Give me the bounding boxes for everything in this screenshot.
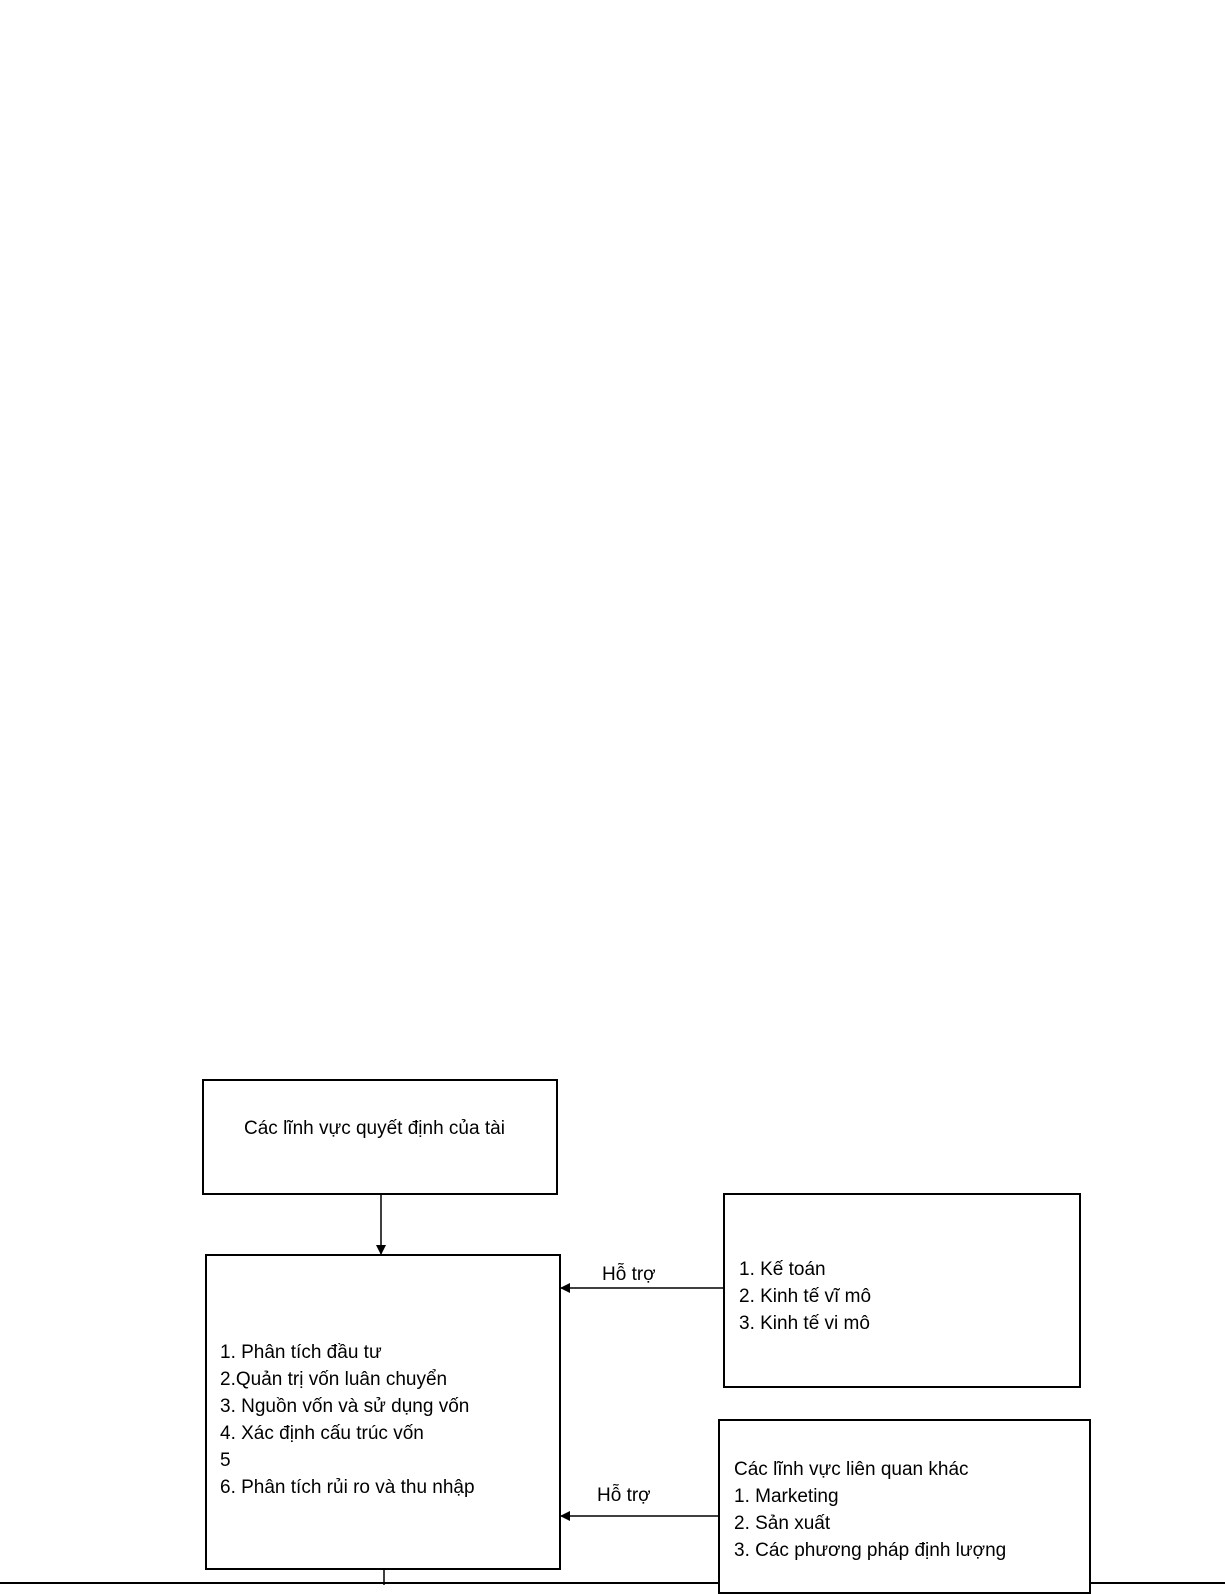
box-supporting-disciplines: [723, 1193, 1081, 1388]
related-item: 1. Marketing: [734, 1486, 839, 1507]
decision-item: 1. Phân tích đầu tư: [220, 1342, 382, 1363]
related-item: 2. Sản xuất: [734, 1513, 831, 1534]
decision-item: 6. Phân tích rủi ro và thu nhập: [220, 1477, 475, 1498]
box-title: Các lĩnh vực quyết định của tài: [244, 1118, 505, 1139]
support-item: 1. Kế toán: [739, 1259, 826, 1280]
support-item: 2. Kinh tế vĩ mô: [739, 1286, 872, 1307]
decision-item: 3. Nguồn vốn và sử dụng vốn: [220, 1396, 470, 1417]
decision-item: 5: [220, 1450, 231, 1471]
edge-label-support-bottom: Hỗ trợ: [597, 1485, 651, 1506]
decision-item: 2.Quản trị vốn luân chuyển: [220, 1369, 448, 1390]
decision-item: 4. Xác định cấu trúc vốn: [220, 1423, 424, 1444]
box-decision-list: [205, 1254, 561, 1570]
related-areas-heading: Các lĩnh vực liên quan khác: [734, 1459, 969, 1480]
edge-label-support-top: Hỗ trợ: [602, 1264, 656, 1285]
box-related-areas: [718, 1419, 1091, 1594]
box-financial-decision-areas: [202, 1079, 558, 1195]
support-item: 3. Kinh tế vi mô: [739, 1313, 870, 1334]
related-item: 3. Các phương pháp định lượng: [734, 1540, 1007, 1561]
